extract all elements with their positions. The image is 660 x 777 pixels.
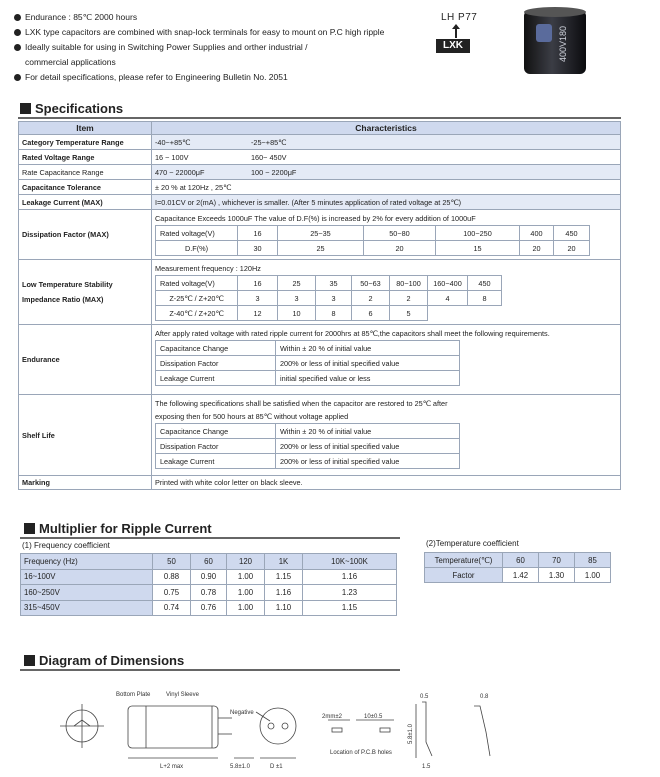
temperature-coefficient-table: Temperature(℃) 60 70 85 Factor 1.42 1.30 1.00: [424, 552, 611, 583]
arrow-up-icon: [452, 24, 460, 38]
label-negative: Negative: [230, 710, 254, 716]
label-p1: 0.5: [420, 694, 429, 700]
impedance-grid: Rated voltage(V) 16 25 35 50~63 80~100 160~400 450 Z-25℃ / Z+20℃ 3 3 3 2 2 4 8 Z-40℃ / Z+20℃ 12 10 8 6 5: [155, 275, 502, 321]
bullet-dot-icon: [14, 44, 21, 51]
table-row: Endurance After apply rated voltage with rated ripple current for 2000hrs at 85℃,the capacitors shall meet the following requirements. Capacitance Change Within ± 20 % of initial value Dissipation Factor 200% or less of initial specified value Leakage Current initial specified value or less: [19, 325, 621, 395]
label-p2: 0.8: [480, 694, 489, 700]
intro-bullets: [14, 10, 434, 85]
dissipation-grid: Rated voltage(V) 16 25~35 50~80 100~250 400 450 D.F(%) 30 25 20 15 20 20: [155, 225, 590, 256]
label-p4: 1.5: [422, 764, 431, 770]
dissipation-note: Capacitance Exceeds 1000uF The value of D.F(%) is increased by 2% for every addition of 1000uF: [155, 214, 476, 223]
table-row: Rate Capacitance Range 470 ~ 22000μF 100 ~ 2200μF: [19, 165, 621, 180]
shelf-grid: Capacitance Change Within ± 20 % of initial value Dissipation Factor 200% or less of initial specified value Leakage Current 200% or less of initial specified value: [155, 423, 460, 469]
temperature-caption: (2)Temperature coefficient: [426, 539, 519, 548]
specifications-table: [18, 121, 621, 490]
section-square-icon: [20, 103, 31, 114]
bullet-dot-icon: [14, 14, 21, 21]
section-divider: [20, 669, 400, 671]
table-row: Marking Printed with white color letter on black sleeve.: [19, 476, 621, 490]
table-row: Rated Voltage Range 16 ~ 100V 160~ 450V: [19, 150, 621, 165]
capacitor-print: 400V180: [558, 25, 568, 62]
table-row: Shelf Life The following specifications shall be satisfied when the capacitor are restored to 25℃ after exposing then for 500 hours at 85℃ without voltage applied Capacitance Change Within ± 20 % of initial value Dissipation Factor 200% or less of initial specified value Leakage Current 200% or less of initial specified value: [19, 395, 621, 476]
table-row: Capacitance Tolerance ± 20 % at 120Hz , 25℃: [19, 180, 621, 195]
bullet-terminals: LXK type capacitors are combined with snap-lock terminals for easy to mount on P.C high ripple: [14, 25, 434, 40]
endurance-note: After apply rated voltage with rated ripple current for 2000hrs at 85℃,the capacitors shall meet the following requirements.: [155, 329, 550, 338]
endurance-grid: Capacitance Change Within ± 20 % of initial value Dissipation Factor 200% or less of initial specified value Leakage Current initial specified value or less: [155, 340, 460, 386]
frequency-coefficient-table: Frequency (Hz) 50 60 120 1K 10K~100K 16~100V 0.88 0.90 1.00 1.15 1.16 160~250V 0.75 0.78 1.00 1.16 1.23 315~450V 0.74 0.76 1.00 1.10 1.15: [20, 553, 397, 616]
label-p3: 5.8±1.0: [408, 724, 414, 744]
table-row: Leakage Current (MAX) I=0.01CV or 2(mA) , whichever is smaller. (After 5 minutes application of rated voltage at 25℃): [19, 195, 621, 210]
label-diameter: D ±1: [270, 764, 283, 770]
section-square-icon: [24, 655, 35, 666]
label-bottom-plate: Bottom Plate: [116, 692, 151, 698]
section-square-icon: [24, 523, 35, 534]
col-characteristics: Characteristics: [152, 122, 621, 135]
label-vinyl-sleeve: Vinyl Sleeve: [166, 692, 199, 698]
section-divider: [20, 537, 400, 539]
table-row: 16~100V 0.88 0.90 1.00 1.15 1.16: [21, 569, 397, 585]
bullet-dot-icon: [14, 29, 21, 36]
frequency-caption: (1) Frequency coefficient: [22, 541, 110, 550]
table-row: 315~450V 0.74 0.76 1.00 1.10 1.15: [21, 600, 397, 616]
shelf-note-2: exposing then for 500 hours at 85℃ without voltage applied: [155, 412, 349, 421]
table-row: Factor 1.42 1.30 1.00: [425, 568, 611, 583]
series-origin: LH P77: [441, 12, 478, 23]
low-temp-note: Measurement frequency : 120Hz: [155, 264, 261, 273]
dimensions-heading: Diagram of Dimensions: [24, 653, 184, 668]
table-row: 160~250V 0.75 0.78 1.00 1.16 1.23: [21, 585, 397, 601]
capacitor-photo: [516, 4, 596, 76]
label-pcb-holes: Location of P.C.B holes: [330, 750, 392, 756]
series-badge: LXK: [436, 39, 470, 53]
dimension-diagram: [60, 684, 620, 774]
ripple-heading: Multiplier for Ripple Current: [24, 521, 212, 536]
bullet-continuation: commercial applications: [25, 57, 116, 67]
section-divider: [18, 117, 621, 119]
bullet-dot-icon: [14, 74, 21, 81]
bullet-bulletin: For detail specifications, please refer to Engineering Bulletin No. 2051: [14, 70, 434, 85]
bullet-applications: Ideally suitable for using in Switching Power Supplies and orther industrial /: [14, 40, 434, 55]
label-pitch: 10±0.5: [364, 714, 383, 720]
label-l-max: L+2 max: [160, 764, 184, 770]
label-lead-length: 5.8±1.0: [230, 764, 250, 770]
shelf-note-1: The following specifications shall be satisfied when the capacitor are restored to 25℃ after: [155, 399, 448, 408]
bullet-endurance: Endurance : 85℃ 2000 hours: [14, 10, 434, 25]
table-row: Category Temperature Range -40~+85℃ -25~+85℃: [19, 135, 621, 150]
col-item: Item: [19, 122, 152, 135]
label-pin-width: 2mm±2: [322, 714, 342, 720]
table-row: Dissipation Factor (MAX) Capacitance Exceeds 1000uF The value of D.F(%) is increased by 2% for every addition of 1000uF Rated voltage(V) 16 25~35 50~80 100~250 400 450 D.F(%) 30 25 20 15 20 20: [19, 210, 621, 260]
specifications-heading: Specifications: [20, 101, 123, 116]
table-row: Low Temperature Stability Impedance Ratio (MAX) Measurement frequency : 120Hz Rated voltage(V) 16 25 35 50~63 80~100 160~400 450 Z-25℃ / Z+20℃ 3 3 3 2 2 4 8 Z-40℃ / Z+20℃ 12 10 8 6 5: [19, 260, 621, 325]
